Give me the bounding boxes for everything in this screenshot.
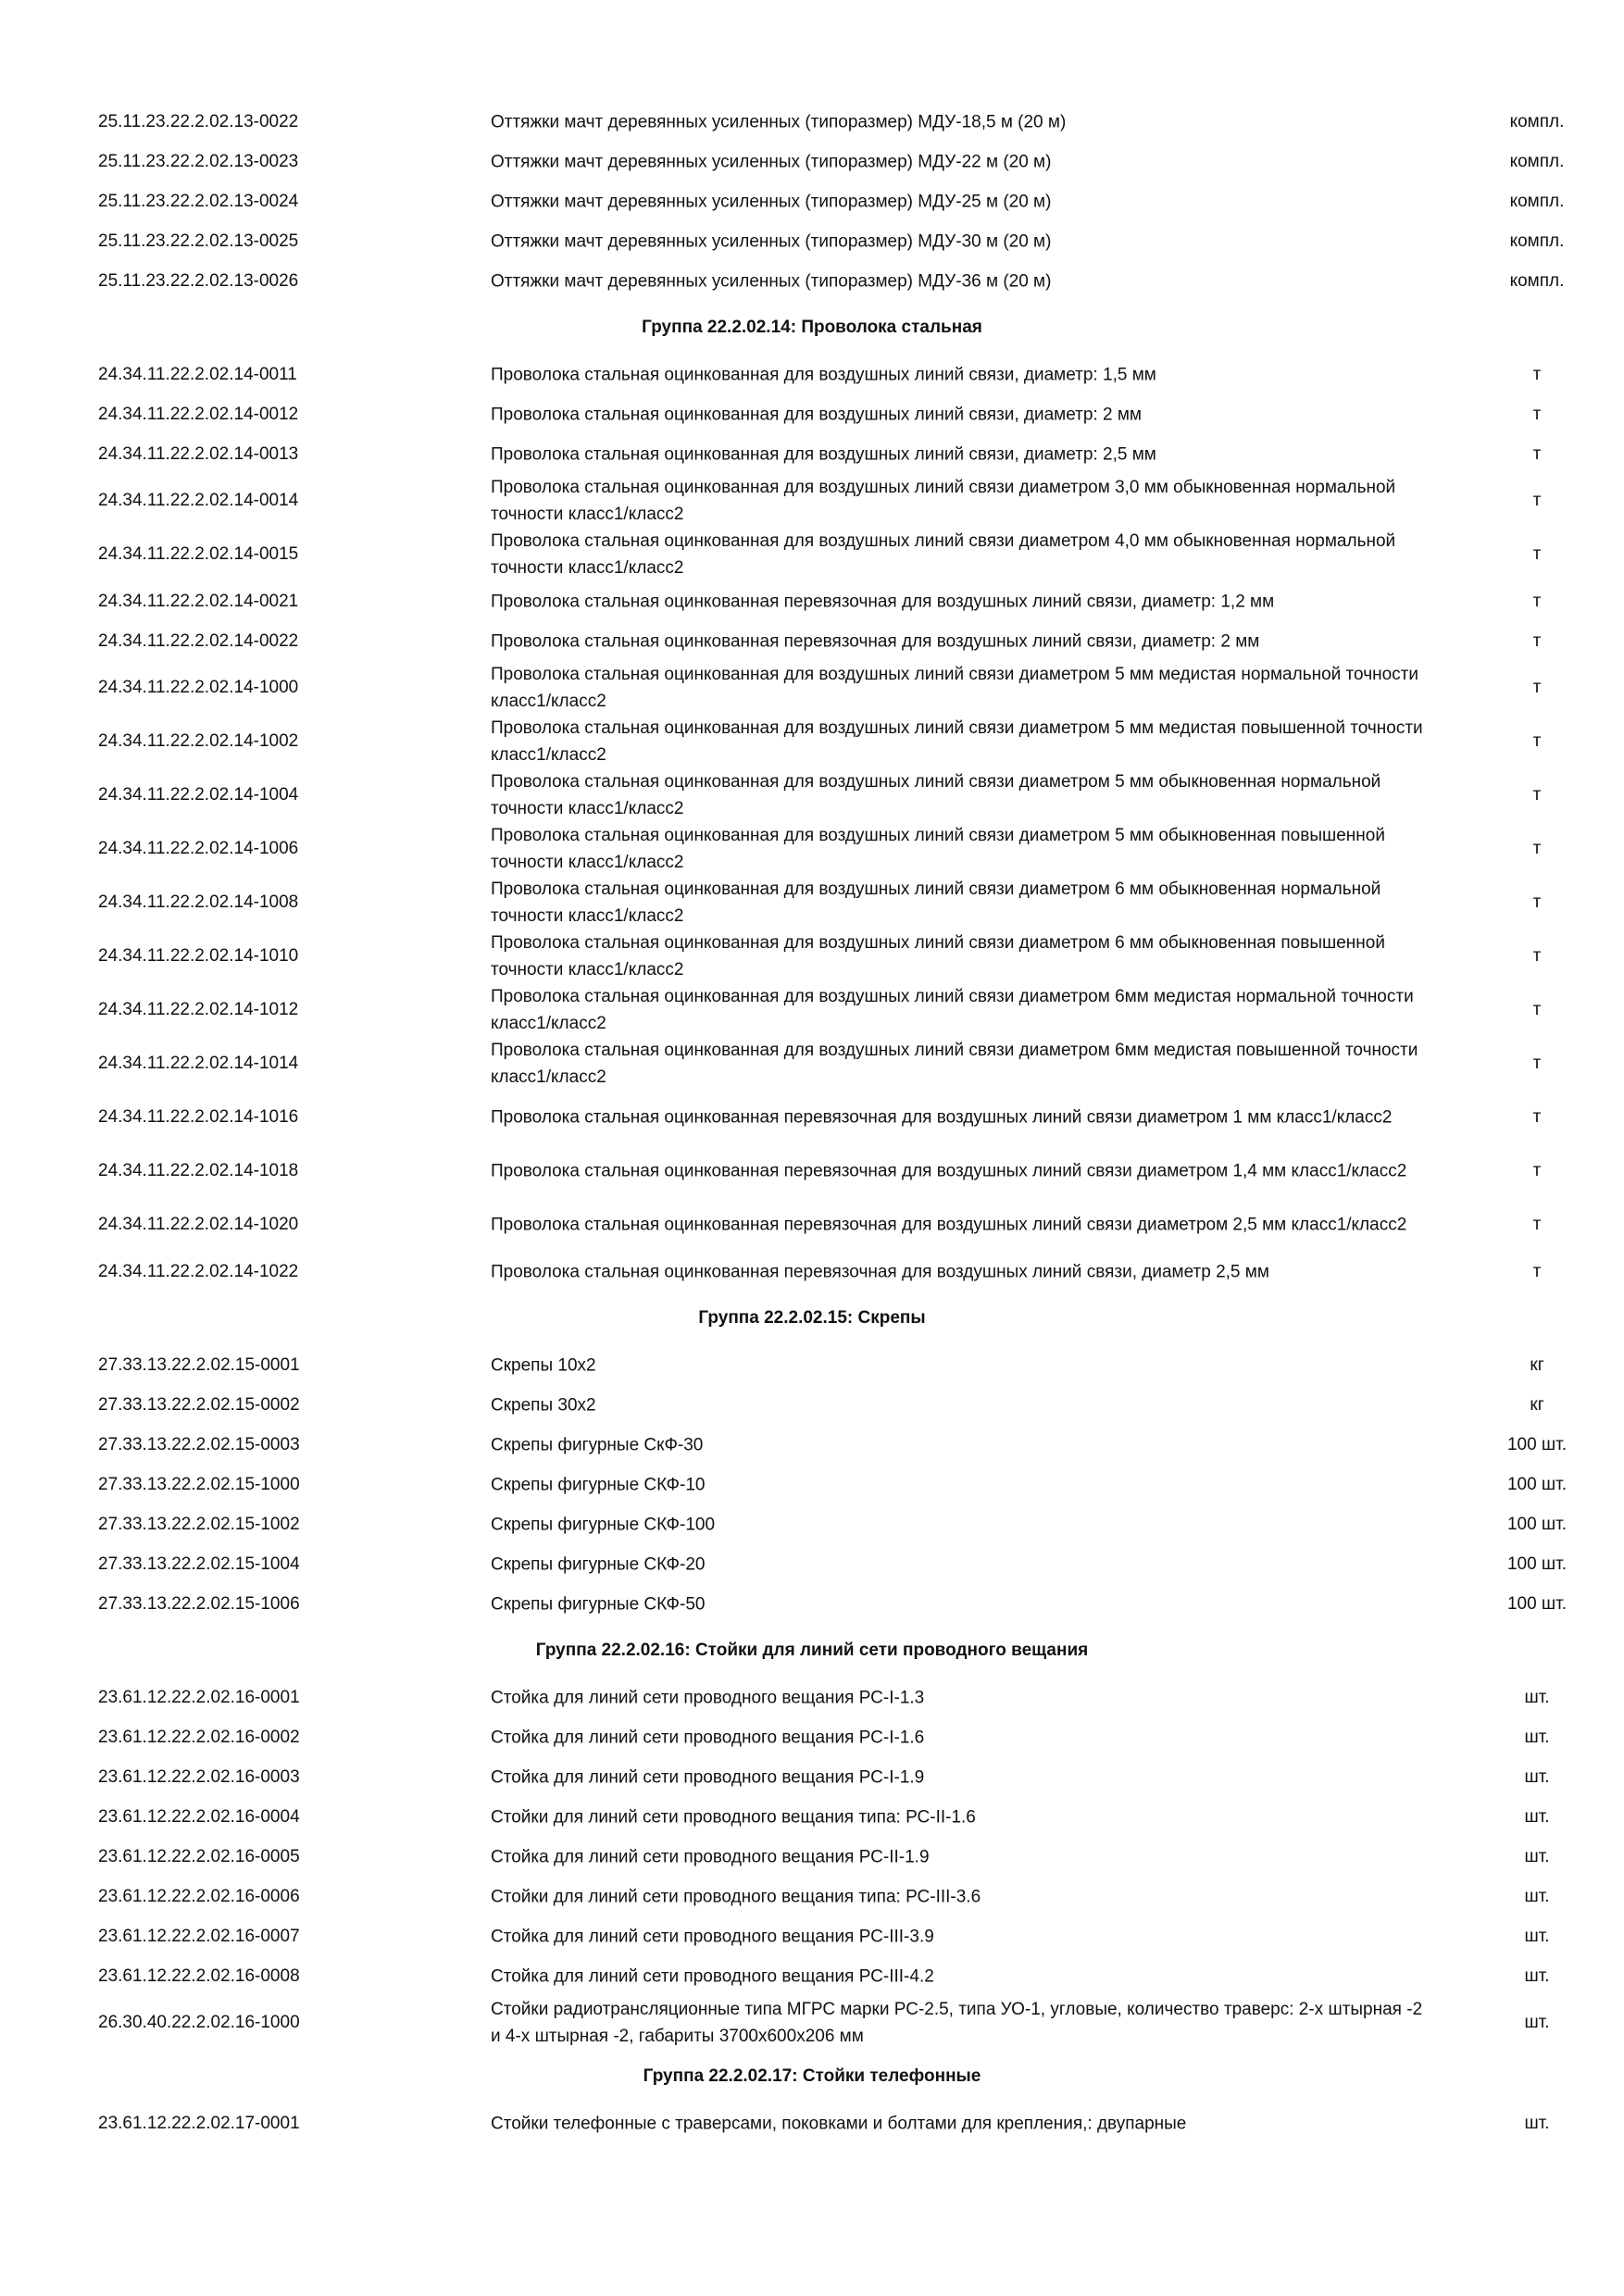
unit-of-measure: компл. — [1509, 191, 1565, 211]
table-row — [0, 1198, 1624, 1252]
table-row — [0, 102, 1624, 142]
unit-of-measure: т — [1532, 1261, 1542, 1281]
unit-of-measure: т — [1532, 892, 1542, 912]
table-row — [0, 661, 1624, 715]
table-row — [0, 142, 1624, 181]
resource-code: 23.61.12.22.2.02.16-0006 — [98, 1886, 300, 1906]
unit-of-measure: шт. — [1524, 1806, 1550, 1827]
unit-of-measure: т — [1532, 443, 1542, 464]
resource-code: 27.33.13.22.2.02.15-1002 — [98, 1514, 300, 1534]
resource-name: Проволока стальная оцинкованная для воздушных линий связи, диаметр: 1,5 мм — [491, 365, 1156, 384]
resource-code: 24.34.11.22.2.02.14-0011 — [98, 364, 297, 384]
table-row — [0, 1916, 1624, 1956]
table-row — [0, 1877, 1624, 1916]
resource-code: 25.11.23.22.2.02.13-0024 — [98, 191, 299, 211]
table-row — [0, 434, 1624, 474]
resource-name: Проволока стальная оцинкованная для воздушных линий связи диаметром 4,0 мм обыкновенная нормальной точности класс1/класс2 — [491, 531, 1396, 578]
unit-of-measure: т — [1532, 1000, 1542, 1019]
resource-name: Оттяжки мачт деревянных усиленных (типоразмер) МДУ-36 м (20 м) — [491, 271, 1052, 291]
resource-code: 27.33.13.22.2.02.15-1006 — [98, 1593, 300, 1614]
resource-code: 23.61.12.22.2.02.16-0002 — [98, 1727, 300, 1747]
resource-name: Стойки для линий сети проводного вещания типа: РС-III-3.6 — [491, 1887, 981, 1906]
resource-code: 27.33.13.22.2.02.15-0002 — [98, 1394, 300, 1415]
unit-of-measure: кг — [1530, 1354, 1544, 1375]
unit-of-measure: т — [1532, 591, 1542, 611]
unit-of-measure: т — [1532, 404, 1542, 424]
resource-code: 27.33.13.22.2.02.15-0001 — [98, 1354, 300, 1375]
table-row — [0, 1837, 1624, 1877]
resource-code: 25.11.23.22.2.02.13-0023 — [98, 151, 299, 171]
table-row — [0, 2103, 1624, 2143]
table-row — [0, 983, 1624, 1037]
table-row — [0, 1504, 1624, 1544]
resource-code: 23.61.12.22.2.02.16-0007 — [98, 1926, 300, 1946]
resource-name: Скрепы 10х2 — [491, 1355, 596, 1375]
unit-of-measure: т — [1532, 839, 1542, 858]
unit-of-measure: шт. — [1524, 1846, 1550, 1866]
unit-of-measure: 100 шт. — [1506, 1554, 1568, 1574]
resource-name: Стойки радиотрансляционные типа МГРС марки РС-2.5, типа УО-1, угловые, количество траверс: 2-х штырная -2 и 4-х штырная -2, габариты 3700х600х206 мм — [491, 2000, 1423, 2046]
resource-code: 24.34.11.22.2.02.14-1012 — [98, 1000, 299, 1019]
resource-name: Проволока стальная оцинкованная перевязочная для воздушных линий связи, диаметр 2,5 мм — [491, 1262, 1269, 1281]
resource-name: Оттяжки мачт деревянных усиленных (типоразмер) МДУ-22 м (20 м) — [491, 152, 1052, 171]
table-row — [0, 715, 1624, 768]
resource-code: 24.34.11.22.2.02.14-1020 — [98, 1215, 299, 1234]
resource-name: Стойка для линий сети проводного вещания РС-I-1.3 — [491, 1688, 925, 1707]
table-row — [0, 1544, 1624, 1584]
resource-name: Стойки для линий сети проводного вещания типа: РС-II-1.6 — [491, 1807, 976, 1827]
unit-of-measure: т — [1532, 731, 1542, 751]
resource-code: 23.61.12.22.2.02.17-0001 — [98, 2113, 300, 2133]
resource-name: Проволока стальная оцинкованная для воздушных линий связи, диаметр: 2 мм — [491, 405, 1142, 424]
resource-code: 24.34.11.22.2.02.14-1006 — [98, 839, 299, 858]
table-row — [0, 474, 1624, 528]
unit-of-measure: 100 шт. — [1506, 1434, 1568, 1454]
table-row — [0, 528, 1624, 581]
table-row — [0, 181, 1624, 221]
resource-name: Стойка для линий сети проводного вещания РС-I-1.9 — [491, 1767, 925, 1787]
resource-name: Стойки телефонные с траверсами, поковками и болтами для крепления,: двупарные — [491, 2114, 1187, 2133]
resource-code: 23.61.12.22.2.02.16-0003 — [98, 1766, 300, 1787]
resource-name: Скрепы 30х2 — [491, 1395, 596, 1415]
table-row — [0, 1678, 1624, 1717]
resource-code: 24.34.11.22.2.02.14-1000 — [98, 678, 299, 697]
resource-name: Скрепы фигурные СКФ-100 — [491, 1515, 716, 1534]
unit-of-measure: компл. — [1509, 231, 1565, 251]
resource-code: 27.33.13.22.2.02.15-0003 — [98, 1434, 300, 1454]
resource-code: 25.11.23.22.2.02.13-0022 — [98, 111, 299, 131]
resource-name: Скрепы фигурные СКФ-50 — [491, 1594, 706, 1614]
resource-name: Стойка для линий сети проводного вещания РС-I-1.6 — [491, 1728, 925, 1747]
resource-code: 27.33.13.22.2.02.15-1004 — [98, 1554, 300, 1574]
table-row — [0, 1584, 1624, 1624]
resource-name: Проволока стальная оцинкованная для воздушных линий связи диаметром 5 мм медистая нормальной точности класс1/класс2 — [491, 665, 1418, 711]
resource-name: Проволока стальная оцинкованная перевязочная для воздушных линий связи, диаметр: 1,2 мм — [491, 592, 1275, 611]
unit-of-measure: 100 шт. — [1506, 1514, 1568, 1534]
table-row — [0, 221, 1624, 261]
table-row — [0, 1465, 1624, 1504]
unit-of-measure: компл. — [1509, 151, 1565, 171]
table-row — [0, 1144, 1624, 1198]
resource-code: 23.61.12.22.2.02.16-0008 — [98, 1965, 300, 1986]
resource-code: 24.34.11.22.2.02.14-0014 — [98, 491, 299, 510]
resource-code: 23.61.12.22.2.02.16-0001 — [98, 1687, 300, 1707]
group-title: Группа 22.2.02.14: Проволока стальная — [642, 318, 982, 337]
resource-code: 24.34.11.22.2.02.14-1018 — [98, 1161, 299, 1180]
resource-code: 24.34.11.22.2.02.14-0021 — [98, 591, 299, 611]
unit-of-measure: т — [1532, 630, 1542, 651]
resource-name: Проволока стальная оцинкованная для воздушных линий связи диаметром 3,0 мм обыкновенная нормальной точности класс1/класс2 — [491, 478, 1396, 524]
table-row — [0, 822, 1624, 876]
table-row — [0, 1797, 1624, 1837]
resource-name: Проволока стальная оцинкованная перевязочная для воздушных линий связи диаметром 1,4 мм класс1/класс2 — [491, 1161, 1407, 1181]
resource-name: Проволока стальная оцинкованная для воздушных линий связи диаметром 5 мм обыкновенная повышенной точности класс1/класс2 — [491, 826, 1385, 872]
group-title: Группа 22.2.02.15: Скрепы — [698, 1308, 926, 1328]
resource-name: Стойка для линий сети проводного вещания РС-III-4.2 — [491, 1966, 934, 1986]
resource-name: Проволока стальная оцинкованная перевязочная для воздушных линий связи диаметром 2,5 мм класс1/класс2 — [491, 1215, 1407, 1235]
resource-code: 24.34.11.22.2.02.14-0022 — [98, 630, 299, 651]
table-row — [0, 930, 1624, 983]
unit-of-measure: кг — [1530, 1394, 1544, 1415]
resource-name: Оттяжки мачт деревянных усиленных (типоразмер) МДУ-18,5 м (20 м) — [491, 112, 1067, 131]
table-row — [0, 1037, 1624, 1091]
unit-of-measure: компл. — [1509, 111, 1565, 131]
resource-code: 24.34.11.22.2.02.14-0015 — [98, 544, 299, 564]
resource-code: 23.61.12.22.2.02.16-0004 — [98, 1806, 300, 1827]
resource-name: Скрепы фигурные СКФ-10 — [491, 1475, 706, 1494]
table-row — [0, 394, 1624, 434]
resource-code: 25.11.23.22.2.02.13-0025 — [98, 231, 299, 251]
unit-of-measure: т — [1532, 1161, 1542, 1180]
table-row — [0, 1956, 1624, 1996]
table-row — [0, 1345, 1624, 1385]
table-row — [0, 621, 1624, 661]
unit-of-measure: шт. — [1524, 1687, 1550, 1707]
resource-code: 24.34.11.22.2.02.14-1010 — [98, 946, 299, 966]
unit-of-measure: т — [1532, 678, 1542, 697]
group-title: Группа 22.2.02.17: Стойки телефонные — [643, 2066, 981, 2086]
unit-of-measure: шт. — [1524, 1926, 1550, 1946]
price-list-document — [0, 102, 1624, 2143]
unit-of-measure: т — [1532, 1215, 1542, 1234]
resource-name: Скрепы фигурные СкФ-30 — [491, 1435, 704, 1454]
unit-of-measure: т — [1532, 364, 1542, 384]
resource-name: Стойка для линий сети проводного вещания РС-II-1.9 — [491, 1847, 930, 1866]
table-row — [0, 1425, 1624, 1465]
resource-name: Стойка для линий сети проводного вещания РС-III-3.9 — [491, 1927, 934, 1946]
unit-of-measure: т — [1532, 491, 1542, 510]
resource-code: 25.11.23.22.2.02.13-0026 — [98, 270, 299, 291]
table-row — [0, 1717, 1624, 1757]
unit-of-measure: т — [1532, 544, 1542, 564]
unit-of-measure: компл. — [1509, 270, 1565, 291]
unit-of-measure: 100 шт. — [1506, 1593, 1568, 1614]
unit-of-measure: шт. — [1524, 1766, 1550, 1787]
table-row — [0, 876, 1624, 930]
resource-code: 26.30.40.22.2.02.16-1000 — [98, 2013, 300, 2032]
resource-code: 24.34.11.22.2.02.14-0013 — [98, 443, 299, 464]
resource-name: Проволока стальная оцинкованная для воздушных линий связи диаметром 5 мм медистая повышенной точности класс1/класс2 — [491, 718, 1423, 765]
table-row — [0, 1757, 1624, 1797]
resource-name: Проволока стальная оцинкованная для воздушных линий связи, диаметр: 2,5 мм — [491, 444, 1156, 464]
resource-code: 24.34.11.22.2.02.14-1022 — [98, 1261, 299, 1281]
resource-code: 27.33.13.22.2.02.15-1000 — [98, 1474, 300, 1494]
unit-of-measure: шт. — [1524, 2013, 1550, 2032]
resource-code: 24.34.11.22.2.02.14-0012 — [98, 404, 299, 424]
resource-name: Проволока стальная оцинкованная для воздушных линий связи диаметром 6 мм обыкновенная повышенной точности класс1/класс2 — [491, 933, 1385, 980]
resource-code: 24.34.11.22.2.02.14-1008 — [98, 892, 299, 912]
resource-code: 24.34.11.22.2.02.14-1004 — [98, 785, 299, 805]
table-row — [0, 1091, 1624, 1144]
resource-name: Оттяжки мачт деревянных усиленных (типоразмер) МДУ-25 м (20 м) — [491, 192, 1052, 211]
unit-of-measure: шт. — [1524, 1727, 1550, 1747]
resource-name: Проволока стальная оцинкованная для воздушных линий связи диаметром 6мм медистая повышенной точности класс1/класс2 — [491, 1041, 1418, 1087]
resource-name: Проволока стальная оцинкованная для воздушных линий связи диаметром 6мм медистая нормальной точности класс1/класс2 — [491, 987, 1414, 1033]
resource-code: 24.34.11.22.2.02.14-1002 — [98, 731, 299, 751]
resource-name: Проволока стальная оцинкованная для воздушных линий связи диаметром 5 мм обыкновенная нормальной точности класс1/класс2 — [491, 772, 1381, 818]
unit-of-measure: шт. — [1524, 1886, 1550, 1906]
group-title: Группа 22.2.02.16: Стойки для линий сети проводного вещания — [535, 1641, 1089, 1660]
unit-of-measure: шт. — [1524, 1965, 1550, 1986]
table-row — [0, 581, 1624, 621]
table-row — [0, 355, 1624, 394]
unit-of-measure: т — [1532, 1054, 1542, 1073]
resource-name: Проволока стальная оцинкованная для воздушных линий связи диаметром 6 мм обыкновенная нормальной точности класс1/класс2 — [491, 880, 1381, 926]
table-row — [0, 1996, 1624, 2050]
resource-name: Скрепы фигурные СКФ-20 — [491, 1554, 706, 1574]
table-row — [0, 261, 1624, 301]
resource-name: Проволока стальная оцинкованная перевязочная для воздушных линий связи, диаметр: 2 мм — [491, 631, 1260, 651]
unit-of-measure: шт. — [1524, 2113, 1550, 2133]
unit-of-measure: 100 шт. — [1506, 1474, 1568, 1494]
resource-name: Проволока стальная оцинкованная перевязочная для воздушных линий связи диаметром 1 мм класс1/класс2 — [491, 1107, 1393, 1128]
table-row — [0, 768, 1624, 822]
table-row — [0, 1252, 1624, 1292]
unit-of-measure: т — [1532, 785, 1542, 805]
resource-code: 24.34.11.22.2.02.14-1016 — [98, 1107, 299, 1127]
unit-of-measure: т — [1532, 1107, 1542, 1127]
resource-name: Оттяжки мачт деревянных усиленных (типоразмер) МДУ-30 м (20 м) — [491, 231, 1052, 251]
resource-code: 23.61.12.22.2.02.16-0005 — [98, 1846, 300, 1866]
resource-code: 24.34.11.22.2.02.14-1014 — [98, 1054, 299, 1073]
unit-of-measure: т — [1532, 946, 1542, 966]
table-row — [0, 1385, 1624, 1425]
